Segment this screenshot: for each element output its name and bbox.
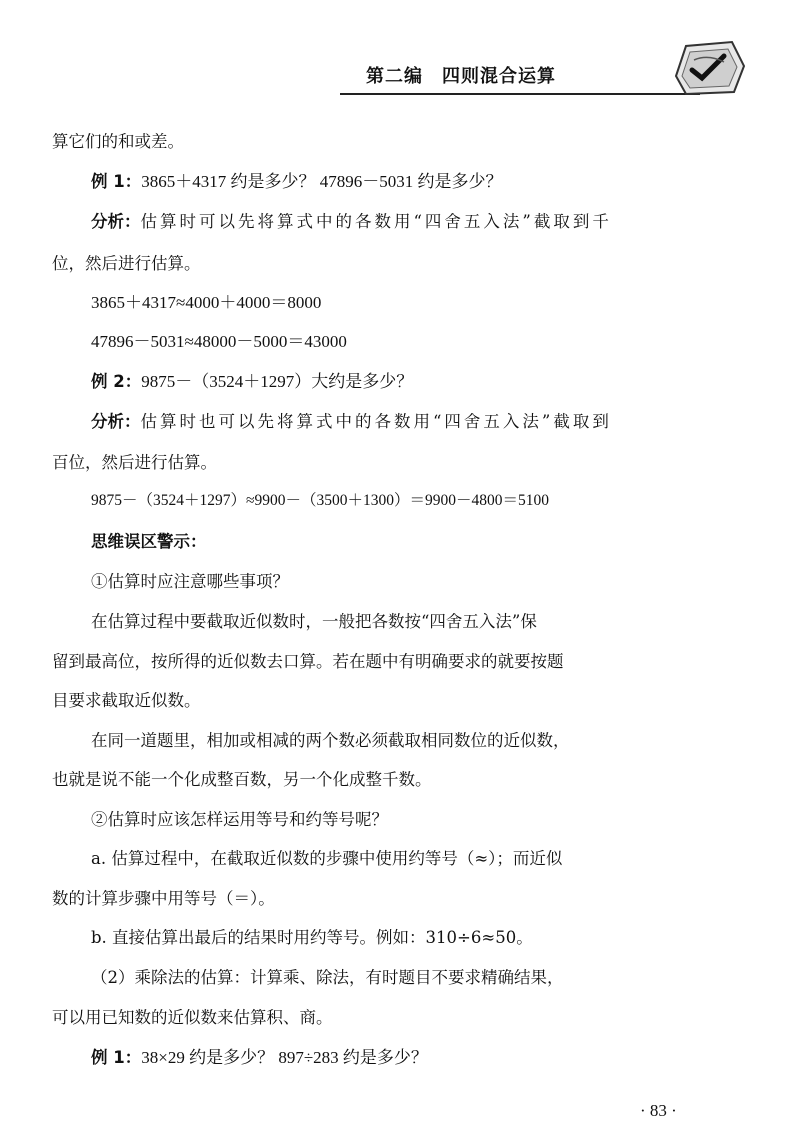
paragraph-line: 也就是说不能一个化成整百数，另一个化成整千数。	[52, 770, 432, 789]
analysis-2	[91, 410, 612, 434]
example-2	[91, 370, 413, 394]
text-line: 位，然后进行估算。	[52, 254, 201, 273]
example-3	[91, 1046, 428, 1070]
chapter-title: 第二编 四则混合运算	[366, 66, 556, 87]
example-label: 例 1：	[91, 1048, 142, 1067]
question-1: ①估算时应注意哪些事项？	[91, 572, 289, 591]
analysis-1	[91, 210, 612, 234]
header-rule	[340, 93, 700, 95]
analysis-label: 分析：	[91, 212, 141, 231]
page-header	[0, 0, 800, 110]
analysis-label: 分析：	[91, 412, 141, 431]
analysis-text: 估算时也可以先将算式中的各数用“四舍五入法”截取到	[140, 412, 612, 431]
example-label: 例 2：	[91, 372, 142, 391]
paragraph-line: 在同一道题里，相加或相减的两个数必须截取相同数位的近似数，	[91, 731, 570, 750]
equation-1: 3865＋4317≈4000＋4000＝8000	[91, 293, 322, 312]
warning-heading: 思维误区警示：	[91, 532, 207, 551]
analysis-text: 估算时可以先将算式中的各数用“四舍五入法”截取到千	[140, 212, 612, 231]
chapter-emblem-icon	[672, 36, 748, 98]
page-number: · 83 ·	[640, 1101, 677, 1120]
example-text: 3865＋4317 约是多少？ 47896－5031 约是多少？	[141, 172, 503, 191]
paragraph-line: b. 直接估算出最后的结果时用约等号。例如：310÷6≈50。	[91, 928, 533, 947]
paragraph-line: 目要求截取近似数。	[52, 691, 201, 710]
paragraph-line: 可以用已知数的近似数来估算积、商。	[52, 1008, 333, 1027]
text-line: 百位，然后进行估算。	[52, 453, 217, 472]
question-2: ②估算时应该怎样运用等号和约等号呢？	[91, 810, 388, 829]
paragraph-line: 数的计算步骤中用等号（＝）。	[52, 889, 275, 908]
paragraph-line: （2）乘除法的估算：计算乘、除法，有时题目不要求精确结果，	[91, 968, 564, 987]
example-text: 38×29 约是多少？ 897÷283 约是多少？	[141, 1048, 428, 1067]
paragraph-line: a. 估算过程中，在截取近似数的步骤中使用约等号（≈）；而近似	[91, 849, 563, 868]
equation-3: 9875－（3524＋1297）≈9900－（3500＋1300）＝9900－4800＝5100	[91, 492, 550, 509]
paragraph-line: 在估算过程中要截取近似数时，一般把各数按“四舍五入法”保	[91, 612, 537, 631]
example-1	[91, 170, 502, 194]
example-label: 例 1：	[91, 172, 142, 191]
text-line: 算它们的和或差。	[52, 132, 184, 151]
example-text: 9875－（3524＋1297）大约是多少？	[141, 372, 414, 391]
equation-2: 47896－5031≈48000－5000＝43000	[91, 332, 347, 351]
paragraph-line: 留到最高位，按所得的近似数去口算。若在题中有明确要求的就要按题	[52, 652, 564, 671]
